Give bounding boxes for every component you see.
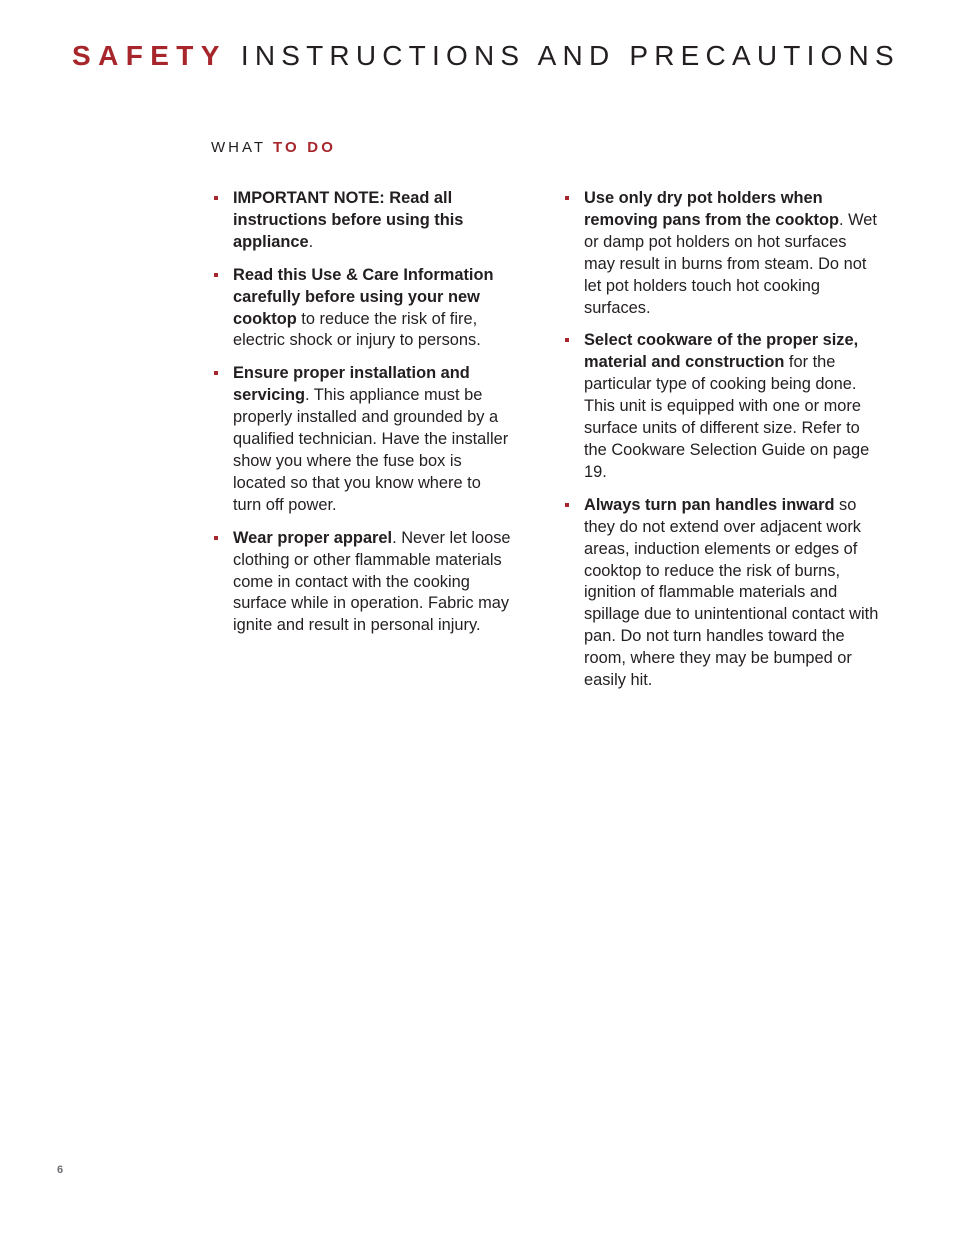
item-text: so they do not extend over adjacent work areas, induction elements or edges of cooktop to reduce the risk of burns, ignition of flammable materials and spillage due to unintentional contact with pan. Do not turn handles toward the room, where they may be bumped or easily hit.: [584, 495, 879, 690]
item-text: for the particular type of cooking being done. This unit is equipped with one or more surface units of different size. Refer to the Cookware Selection Guide on page 19.: [584, 353, 870, 481]
item-bold: Always turn pan handles inward: [584, 495, 835, 514]
list-item: [211, 265, 513, 353]
item-text: . Never let loose clothing or other flammable materials come in contact with the cooking surface while in operation. Fabric may ignite and result in personal injury.: [233, 528, 511, 635]
list-item: [211, 528, 513, 638]
title-rest: INSTRUCTIONS AND PRECAUTIONS: [240, 40, 900, 71]
bullet-icon: [214, 536, 218, 540]
list-item: [211, 363, 513, 516]
item-bold: Select cookware of the proper size, material and construction: [584, 331, 859, 372]
list-item: [211, 188, 513, 254]
list-item: [562, 330, 880, 483]
bullet-icon: [565, 196, 569, 200]
item-text: . Wet or damp pot holders on hot surfaces may result in burns from steam. Do not let pot holders touch hot cooking surfaces.: [584, 210, 877, 317]
item-bold: Wear proper apparel: [233, 528, 393, 547]
page-title: [72, 36, 900, 76]
list-item: [562, 495, 880, 692]
right-column: [562, 188, 880, 703]
section-heading: [211, 138, 336, 158]
item-text: to reduce the risk of fire, electric shock or injury to persons.: [233, 309, 481, 350]
item-text: .: [308, 232, 314, 251]
page-number: 6: [57, 1164, 64, 1176]
section-heading-accent: TO DO: [272, 139, 337, 156]
title-accent: SAFETY: [72, 40, 227, 71]
bullet-icon: [565, 503, 569, 507]
item-bold: IMPORTANT NOTE: Read all instructions before using this appliance: [233, 189, 464, 251]
item-text: . This appliance must be properly installed and grounded by a qualified technician. Have the installer show you where the fuse box is located so that you know where to turn off power.: [233, 386, 509, 514]
bullet-icon: [565, 338, 569, 342]
bullet-icon: [214, 273, 218, 277]
item-bold: Ensure proper installation and servicing: [233, 364, 470, 405]
bullet-icon: [214, 371, 218, 375]
item-bold: Read this Use & Care Information carefully before using your new cooktop: [233, 265, 494, 328]
list-item: [562, 188, 880, 319]
left-column: [211, 188, 513, 648]
bullet-icon: [214, 196, 218, 200]
item-bold: Use only dry pot holders when removing pans from the cooktop: [584, 189, 839, 229]
section-heading-prefix: WHAT: [211, 139, 266, 156]
